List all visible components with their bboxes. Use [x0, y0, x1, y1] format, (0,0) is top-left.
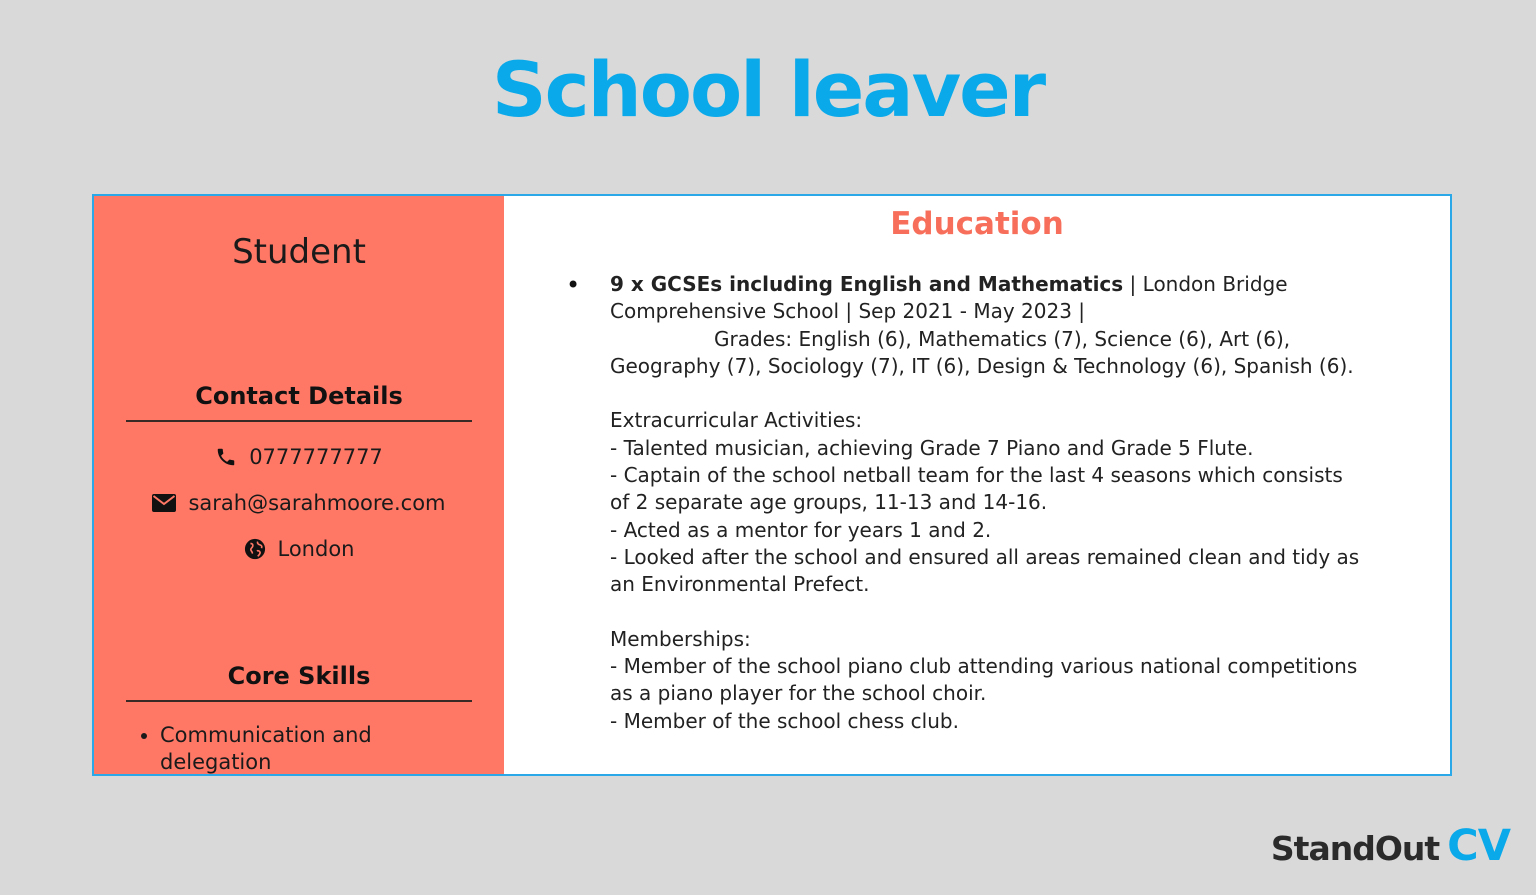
cv-sidebar	[94, 196, 504, 774]
grades-line: Grades: English (6), Mathematics (7), Science (6), Art (6),	[714, 326, 1291, 351]
education-heading: Education	[890, 206, 1064, 242]
contact-phone	[94, 445, 504, 469]
memberships-heading: Memberships:	[610, 626, 751, 651]
extracurricular-line: - Talented musician, achieving Grade 7 Piano and Grade 5 Flute.	[610, 435, 1254, 460]
membership-line: - Member of the school piano club attending various national competitions	[610, 654, 1358, 679]
phone-number: 0777777777	[249, 445, 383, 469]
list-item: • Communication and delegation	[160, 722, 460, 774]
envelope-icon	[152, 494, 176, 512]
extracurricular-heading: Extracurricular Activities:	[610, 408, 863, 433]
qualification-title: 9 x GCSEs including English and Mathematics	[610, 272, 1124, 296]
membership-line: as a piano player for the school choir.	[610, 681, 987, 706]
core-skills-heading: Core Skills	[126, 662, 472, 702]
membership-line: - Member of the school chess club.	[610, 708, 959, 733]
location: London	[277, 537, 355, 561]
globe-icon	[244, 538, 266, 560]
bullet-icon: •	[566, 271, 581, 299]
extracurricular-line: - Looked after the school and ensured all areas remained clean and tidy as	[610, 544, 1360, 569]
logo-cv-text: CV	[1447, 821, 1510, 871]
page-title: School leaver	[491, 45, 1045, 134]
standout-cv-logo	[1271, 821, 1510, 871]
extracurricular-line: - Captain of the school netball team for the last 4 seasons which consists	[610, 463, 1343, 488]
spacer	[610, 599, 1410, 626]
phone-icon	[215, 446, 237, 468]
grades-line: Geography (7), Sociology (7), IT (6), Design & Technology (6), Spanish (6).	[610, 353, 1354, 378]
logo-text: StandOut	[1270, 829, 1440, 868]
contact-location	[94, 537, 504, 561]
cv-preview	[92, 194, 1452, 776]
cv-main	[504, 196, 1450, 774]
school-name-part: | London Bridge	[1123, 272, 1288, 296]
spacer	[610, 380, 1410, 407]
contact-email	[94, 491, 504, 515]
extracurricular-line: of 2 separate age groups, 11-13 and 14-16.	[610, 490, 1048, 515]
extracurricular-line: an Environmental Prefect.	[610, 572, 870, 597]
job-title: Student	[232, 232, 366, 272]
education-entry-line	[610, 271, 1410, 298]
skills-list	[138, 722, 460, 774]
school-dates: Comprehensive School | Sep 2021 - May 2023 |	[610, 299, 1086, 324]
email-address: sarah@sarahmoore.com	[188, 491, 446, 515]
contact-details-heading: Contact Details	[126, 382, 472, 422]
education-entry	[610, 271, 1410, 735]
extracurricular-line: - Acted as a mentor for years 1 and 2.	[610, 517, 992, 542]
